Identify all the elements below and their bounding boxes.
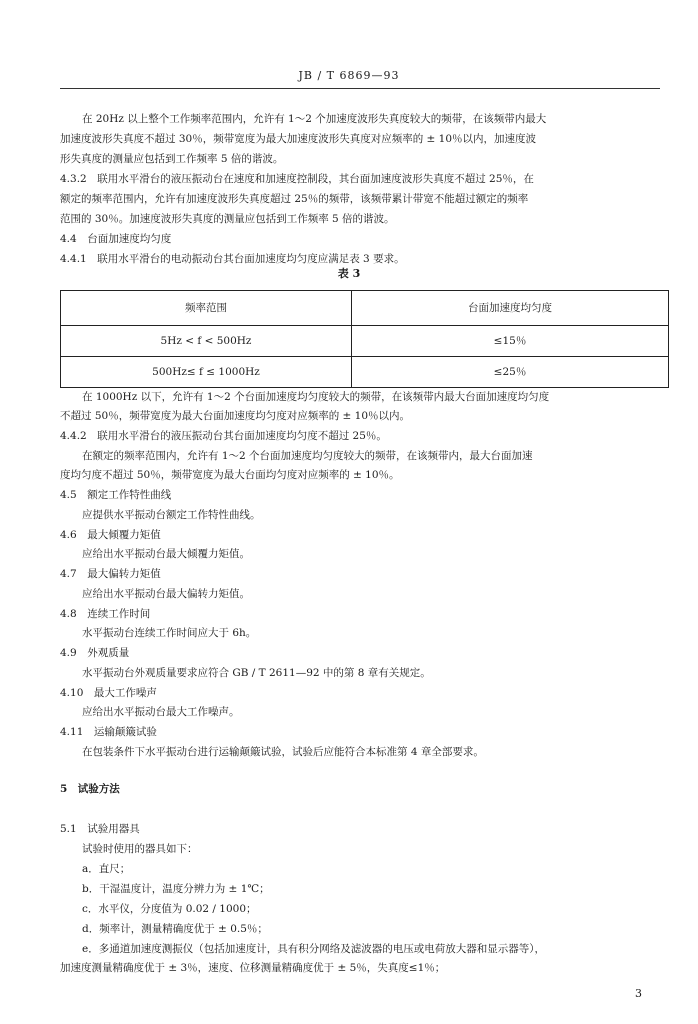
paragraph-line: 在 1000Hz 以下，允许有 1～2 个台面加速度均匀度较大的频带，在该频带内最大台面加速度均匀度 <box>82 391 550 403</box>
paragraph-line: 不超过 50％，频带宽度为最大台面加速度均匀度对应频率的 ± 10％以内。 <box>60 410 411 422</box>
paragraph-line: 额定的频率范围内，允许有加速度波形失真度超过 25％的频带，该频带累计带宽不能超过额定的频率 <box>60 193 529 205</box>
table-caption: 表 3 <box>337 267 361 280</box>
clause-4-4-2: 4.4.2 联用水平滑台的液压振动台其台面加速度均匀度不超过 25％。 <box>60 430 387 442</box>
table-cell: ≤25％ <box>352 357 669 388</box>
header-rule <box>60 88 660 89</box>
list-item: e．多通道加速度测振仪（包括加速度计，具有积分网络及滤波器的电压或电荷放大器和显示器等）， <box>82 943 545 955</box>
paragraph-line: 应给出水平振动台最大偏转力矩值。 <box>82 588 250 600</box>
list-item: a．直尺； <box>82 863 131 875</box>
section-heading-4-6: 4.6 最大倾覆力矩值 <box>60 529 161 541</box>
section-heading-4-8: 4.8 连续工作时间 <box>60 608 151 620</box>
clause-4-3-2: 4.3.2 联用水平滑台的液压振动台在速度和加速度控制段，其台面加速度波形失真度不超过 25％，在 <box>60 173 534 185</box>
paragraph-line: 试验时使用的器具如下： <box>82 843 198 855</box>
table-header-cell: 频率范围 <box>61 291 352 326</box>
paragraph-line: 加速度波形失真度不超过 30％，频带宽度为最大加速度波形失真度对应频率的 ± 10％以内，加速度波 <box>60 133 537 145</box>
table-header-row <box>61 291 669 326</box>
table-cell: 500Hz≤ f ≤ 1000Hz <box>61 357 352 388</box>
list-item: d．频率计，测量精确度优于 ± 0.5％； <box>82 923 268 935</box>
section-heading-4-7: 4.7 最大偏转力矩值 <box>60 568 161 580</box>
paragraph-line: 度均匀度不超过 50％，频带宽度为最大台面均匀度对应频率的 ± 10％。 <box>60 469 400 481</box>
chapter-heading-5: 5 试验方法 <box>60 783 120 795</box>
table-3 <box>60 290 669 388</box>
paragraph-line: 范围的 30％。加速度波形失真度的测量应包括到工作频率 5 倍的谐波。 <box>60 213 395 225</box>
paragraph-line: 形失真度的测量应包括到工作频率 5 倍的谐波。 <box>60 153 284 165</box>
table-header-cell: 台面加速度均匀度 <box>352 291 669 326</box>
section-heading-5-1: 5.1 试验用器具 <box>60 823 140 835</box>
paragraph-line: 在额定的频率范围内，允许有 1～2 个台面加速度均匀度较大的频带，在该频带内，最大台面加速 <box>82 450 533 462</box>
section-heading-4-11: 4.11 运输颠簸试验 <box>60 726 157 738</box>
paragraph-line: 应给出水平振动台最大倾覆力矩值。 <box>82 548 250 560</box>
paragraph-line: 应给出水平振动台最大工作噪声。 <box>82 706 240 718</box>
paragraph-line: 水平振动台外观质量要求应符合 GB / T 2611—92 中的第 8 章有关规定。 <box>82 667 431 679</box>
table-cell: 5Hz < f < 500Hz <box>61 326 352 357</box>
section-heading-4-9: 4.9 外观质量 <box>60 647 130 659</box>
table-row <box>61 357 669 388</box>
paragraph-line: 水平振动台连续工作时间应大于 6h。 <box>82 627 257 639</box>
table-row <box>61 326 669 357</box>
section-heading-4-10: 4.10 最大工作噪声 <box>60 687 157 699</box>
list-item: c．水平仪，分度值为 0.02 / 1000； <box>82 903 257 915</box>
paragraph-line: 应提供水平振动台额定工作特性曲线。 <box>82 509 261 521</box>
section-heading-4-4: 4.4 台面加速度均匀度 <box>60 233 172 245</box>
list-item-continuation: 加速度测量精确度优于 ± 3％，速度、位移测量精确度优于 ± 5％，失真度≤1％； <box>60 962 446 974</box>
paragraph-line: 在 20Hz 以上整个工作频率范围内，允许有 1～2 个加速度波形失真度较大的频带，在该频带内最大 <box>82 113 547 125</box>
list-item: b．干湿温度计，温度分辨力为 ± 1℃； <box>82 883 270 895</box>
section-heading-4-5: 4.5 额定工作特性曲线 <box>60 489 172 501</box>
standard-code-header: JB / T 6869—93 <box>298 69 400 82</box>
table-cell: ≤15％ <box>352 326 669 357</box>
clause-4-4-1: 4.4.1 联用水平滑台的电动振动台其台面加速度均匀度应满足表 3 要求。 <box>60 253 405 265</box>
page-number: 3 <box>635 987 642 1000</box>
paragraph-line: 在包装条件下水平振动台进行运输颠簸试验，试验后应能符合本标准第 4 章全部要求。 <box>82 746 484 758</box>
